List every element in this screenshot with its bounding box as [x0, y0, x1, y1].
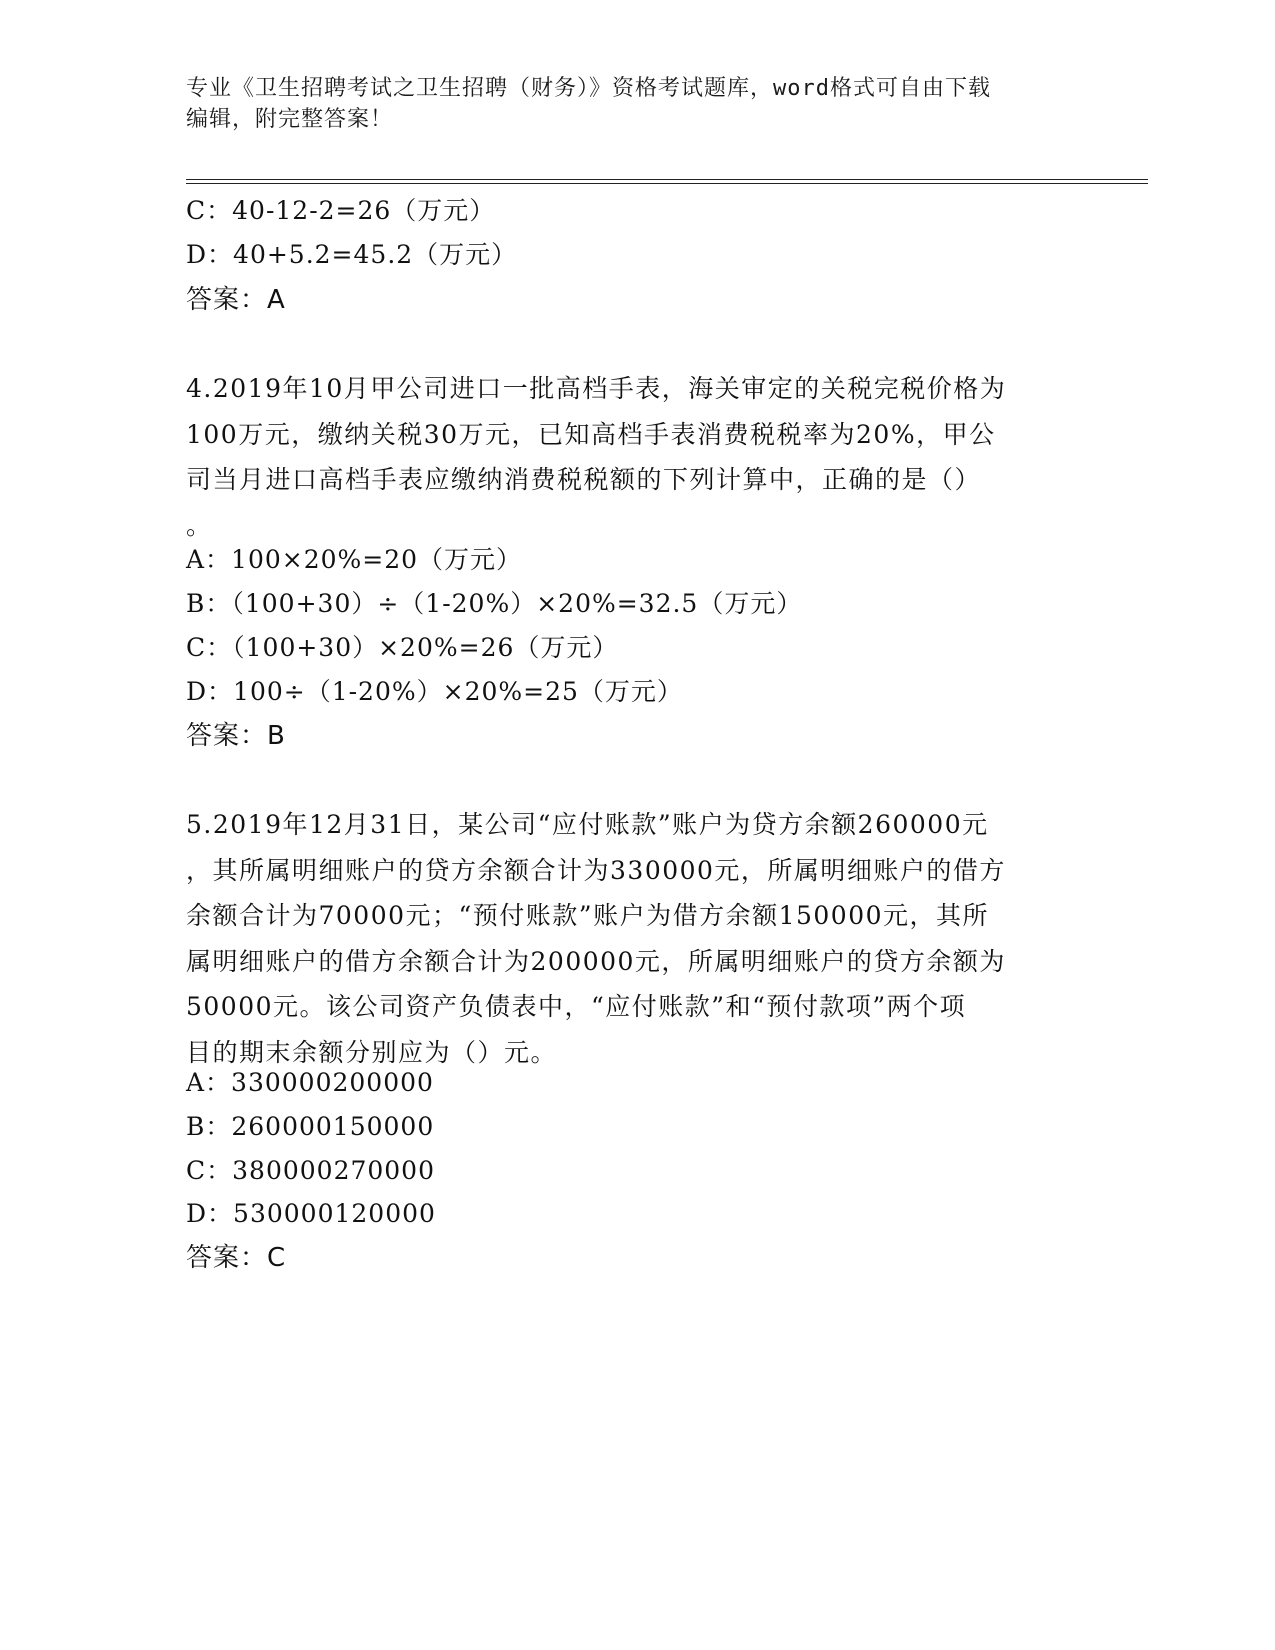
q5-stem-line: 50000元。该公司资产负债表中，“应付账款”和“预付款项”两个项: [186, 992, 967, 1021]
q5-stem-line: 5.2019年12月31日，某公司“应付账款”账户为贷方余额260000元: [186, 810, 989, 839]
q5-stem: [186, 802, 1076, 1075]
q4-answer: 答案：B: [186, 721, 286, 751]
q5-option-a: A：330000200000: [186, 1068, 434, 1097]
q5-option-b: B：260000150000: [186, 1112, 435, 1141]
q5-stem-line: 属明细账户的借方余额合计为200000元，所属明细账户的贷方余额为: [186, 946, 1006, 976]
q5-stem-line: 目的期末余额分别应为（）元。: [186, 1037, 558, 1067]
q4-stem-line: 。: [186, 510, 213, 540]
q5-answer: 答案：C: [186, 1243, 287, 1273]
q5-stem-line: 余额合计为70000元；“预付账款”账户为借方余额150000元，其所: [186, 901, 990, 930]
q4-option-a: A：100×20%=20（万元）: [186, 545, 523, 574]
page-header: [186, 73, 1086, 135]
q5-option-c: C：380000270000: [186, 1156, 435, 1185]
q3-option-d: D：40+5.2=45.2（万元）: [186, 240, 518, 269]
q4-stem-line: 4.2019年10月甲公司进口一批高档手表，海关审定的关税完税价格为: [186, 374, 1007, 403]
q4-option-c: C：（100+30）×20%=26（万元）: [186, 633, 619, 662]
q3-option-c: C：40-12-2=26（万元）: [186, 196, 496, 225]
q4-stem: [186, 366, 1076, 548]
q4-option-d: D：100÷（1-20%）×20%=25（万元）: [186, 677, 683, 706]
header-line-1: 专业《卫生招聘考试之卫生招聘（财务）》资格考试题库，word格式可自由下载: [186, 76, 991, 101]
q5-option-d: D：530000120000: [186, 1199, 436, 1228]
q4-stem-line: 100万元，缴纳关税30万元，已知高档手表消费税税率为20%，甲公: [186, 419, 996, 449]
q4-stem-line: 司当月进口高档手表应缴纳消费税税额的下列计算中，正确的是（）: [186, 465, 982, 494]
q4-option-b: B：（100+30）÷（1-20%）×20%=32.5（万元）: [186, 589, 803, 618]
header-line-2: 编辑，附完整答案！: [186, 107, 394, 132]
header-divider-top: [186, 179, 1148, 180]
q3-answer: 答案：A: [186, 285, 286, 315]
header-divider-bottom: [186, 183, 1148, 184]
q5-stem-line: ，其所属明细账户的贷方余额合计为330000元，所属明细账户的借方: [186, 855, 1006, 885]
